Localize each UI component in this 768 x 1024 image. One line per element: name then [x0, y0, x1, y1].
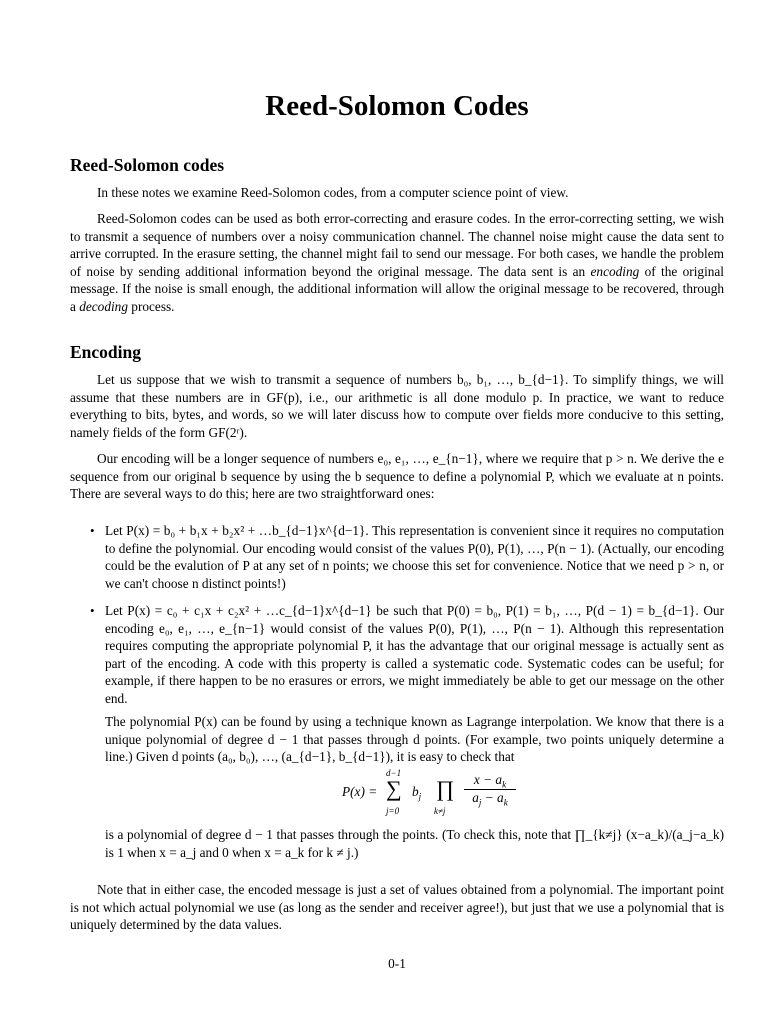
overview-paragraph: Reed-Solomon codes can be used as both error-correcting and erasure codes. In the error-correcting setting, we wish to transmit a sequence of numbers over a noisy communication channel. The channel noise might cause the data sent to arrive corrupted. In the erasure setting, the channel might fail to send our message. For both cases, we handle the problem of noise by sending additional information beyond the original message. The data sent is an encoding of the original message. If the noise is small enough, the additional information will allow the original message to be recovered, through a decoding process.: [70, 211, 725, 314]
bullet-item-1: • Let P(x) = b₀ + b₁x + b₂x² + …b_{d−1}x^{d−1}. This representation is convenient since it requires no computation to define the polynomial. Our encoding would consist of the values P(0), P(1), …, P(n − 1). (Actually, our encoding could be the evalution of P at any set of n points; we choose this set for convenience. Notice that we need p > n, or we can't choose n distinct points!): [90, 523, 724, 591]
after-formula-paragraph: is a polynomial of degree d − 1 that passes through the points. (To check this, note that ∏_{k≠j} (x−a_k)/(a_j−a_k) is 1 when x = a_j and 0 when x = a_k for k ≠ j.): [105, 827, 724, 860]
encoding-paragraph-2: Our encoding will be a longer sequence of numbers e₀, e₁, …, e_{n−1}, where we require that p > n. We derive the e sequence from our original b sequence by using the b sequence to define a polynomial P, which we evaluate at n points. There are several ways to do this; here are two straightforward ones:: [70, 451, 724, 502]
emphasis-decoding: decoding: [79, 298, 128, 314]
b-sub-j: $b_j$: [412, 784, 422, 802]
bullet-item-2: • Let P(x) = c₀ + c₁x + c₂x² + …c_{d−1}x^{d−1} be such that P(0) = b₀, P(1) = b₁, …, P(d − 1) = b_{d−1}. Our encoding e₀, e₁, …, e_{n−1} would consist of the values P(0), P(1), …, P(n − 1). Although this representation requires computing the appropriate polynomial P, it has the advantage that our original message is actually sent as part of the encoding. A code with this property is called a systematic code. Systematic codes can be useful; for example, if there happen to be no erasures or errors, we might immediately be able to get our message on the other end.: [90, 603, 724, 706]
lagrange-paragraph: The polynomial P(x) can be found by using a technique known as Lagrange interpolation. We know that there is a unique polynomial of degree d − 1 that passes through d points. (For example, two points uniquely determine a line.) Given d points (a₀, b₀), …, (a_{d−1}, b_{d−1}), it is easy to check that: [105, 714, 724, 765]
section-heading-reed-solomon: Reed-Solomon codes: [70, 155, 225, 175]
intro-paragraph: In these notes we examine Reed-Solomon codes, from a computer science point of view.: [97, 185, 569, 200]
sum-lower-limit: j=0: [386, 806, 400, 816]
closing-paragraph: Note that in either case, the encoded message is just a set of values obtained from a polynomial. The important point is not which actual polynomial we use (as long as the sender and receiver agree!), but just that we use a polynomial that is uniquely determined by the data values.: [70, 882, 724, 933]
document-title: Reed-Solomon Codes: [265, 90, 529, 122]
encoding-paragraph-1: Let us suppose that we wish to transmit a sequence of numbers b₀, b₁, …, b_{d−1}. To simplify things, we will assume that these numbers are in GF(p), i.e., our arithmetic is all done modulo p. In practice, we want to reduce everything to bits, bytes, and words, so we will later discuss how to compute over fields more conducive to this setting, namely fields of the form GF(2ʳ).: [70, 372, 724, 440]
bullet-icon: •: [90, 523, 95, 538]
prod-lower-limit: k≠j: [434, 806, 446, 816]
product-icon: ∏: [436, 776, 455, 801]
sum-upper-limit: d−1: [386, 768, 402, 778]
bullet-icon: •: [90, 603, 95, 618]
page-number: 0-1: [388, 956, 406, 971]
emphasis-encoding: encoding: [590, 263, 640, 279]
section-heading-encoding: Encoding: [70, 342, 141, 362]
summation-icon: ∑: [386, 776, 402, 801]
lagrange-fraction: $\frac{x - a_k}{a_j - a_k}$: [464, 772, 516, 806]
lagrange-formula: P(x) = d−1 ∑ j=0 $b_j$ ∏ k≠j $\frac{x - a_k}{a_j - a_k}$: [342, 770, 522, 820]
